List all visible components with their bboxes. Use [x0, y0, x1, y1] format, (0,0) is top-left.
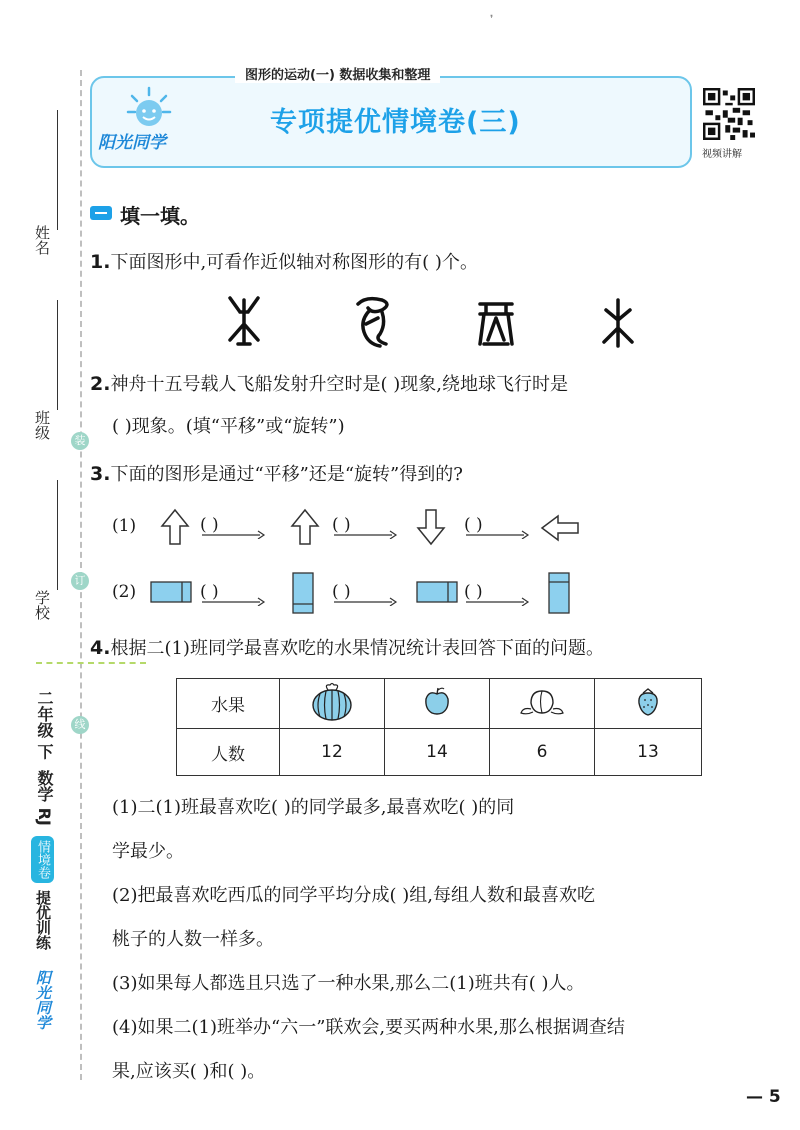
unit-topic: 图形的运动(一) 数据收集和整理 [235, 64, 440, 83]
question-4-sub-4-line-2: 果,应该买( )和( )。 [112, 1061, 266, 1082]
question-3-blank-3[interactable]: ( ) [464, 515, 483, 535]
question-3-row-2-label: (2) [112, 582, 137, 602]
ancient-character-4-icon [598, 296, 638, 350]
sidebar-series-badge: 情境卷 [31, 836, 54, 883]
school-field-line [57, 480, 58, 590]
table-cell-count: 13 [595, 729, 702, 776]
sidebar-brand: 阳光同学 [34, 970, 52, 1030]
question-2-line-1 [90, 372, 568, 397]
arrow-right-line-icon [332, 588, 398, 606]
table-row [177, 729, 702, 776]
table-cell-peach [490, 679, 595, 729]
table-cell-count: 14 [385, 729, 490, 776]
question-3-blank-6[interactable]: ( ) [464, 582, 483, 602]
question-4-sub-2-line-2: 桃子的人数一样多。 [112, 929, 274, 950]
table-row [177, 679, 702, 729]
question-3-blank-5[interactable]: ( ) [332, 582, 351, 602]
table-cell-count: 12 [280, 729, 385, 776]
rectangle-vertical-icon [548, 572, 570, 614]
sun-mascot-icon [126, 86, 172, 128]
name-field-line [57, 110, 58, 230]
ancient-character-1-icon [224, 294, 264, 348]
scan-speck: ❜ [490, 14, 494, 25]
question-1-text: 下面图形中,可看作近似轴对称图形的有( )个。 [110, 252, 478, 273]
binding-badge-ding: 订 [71, 572, 89, 590]
apple-icon [421, 685, 453, 717]
arrow-left-outline-icon [540, 514, 580, 542]
table-cell-watermelon [280, 679, 385, 729]
question-3-blank-1[interactable]: ( ) [200, 515, 219, 535]
arrow-right-line-icon [332, 521, 398, 539]
sidebar-book-title: 二年级 下 [35, 690, 54, 760]
question-3-text: 下面的图形是通过“平移”还是“旋转”得到的? [110, 464, 463, 485]
rectangle-horizontal-icon [150, 581, 192, 603]
question-2-number: 2. [90, 373, 111, 395]
arrow-down-outline-icon [416, 508, 446, 546]
question-4 [90, 636, 604, 661]
question-4-sub-3: (3)如果每人都选且只选了一种水果,那么二(1)班共有( )人。 [112, 973, 585, 994]
page-number: — 5 [746, 1087, 781, 1107]
question-3-number: 3. [90, 463, 111, 485]
arrow-up-outline-icon [290, 508, 320, 546]
binding-badge-zhuang: 装 [71, 432, 89, 450]
question-2-text-1: 神舟十五号载人飞船发射升空时是( )现象,绕地球飞行时是 [110, 374, 568, 395]
peach-icon [519, 685, 565, 717]
table-cell-count: 6 [490, 729, 595, 776]
question-4-sub-1-line-1: (1)二(1)班最喜欢吃( )的同学最多,最喜欢吃( )的同 [112, 797, 515, 818]
question-2-line-2: ( )现象。(填“平移”或“旋转”) [112, 416, 345, 437]
rectangle-horizontal-icon [416, 581, 458, 603]
binding-badge-xian: 线 [71, 716, 89, 734]
question-4-number: 4. [90, 637, 111, 659]
question-1 [90, 250, 478, 275]
class-label: 班级 [33, 410, 51, 440]
name-label: 姓名 [33, 225, 51, 255]
school-label: 学校 [33, 590, 51, 620]
question-3-blank-2[interactable]: ( ) [332, 515, 351, 535]
ancient-character-3-icon [476, 298, 516, 348]
ancient-character-2-icon [352, 294, 398, 350]
sidebar-subject: 数学 RJ [35, 770, 54, 826]
table-cell-strawberry [595, 679, 702, 729]
section-title: 填一填。 [120, 204, 200, 228]
question-3 [90, 462, 463, 487]
question-4-text: 根据二(1)班同学最喜欢吃的水果情况统计表回答下面的问题。 [110, 638, 604, 659]
table-header-fruit: 水果 [177, 679, 280, 729]
fruit-survey-table [176, 678, 702, 776]
page-title: 专项提优情境卷(三) [270, 107, 521, 138]
question-4-sub-4-line-1: (4)如果二(1)班举办“六一”联欢会,要买两种水果,那么根据调查结 [112, 1017, 625, 1038]
question-1-number: 1. [90, 251, 111, 273]
question-3-blank-4[interactable]: ( ) [200, 582, 219, 602]
arrow-right-line-icon [464, 588, 530, 606]
question-4-sub-2-line-1: (2)把最喜欢吃西瓜的同学平均分成( )组,每组人数和最喜欢吃 [112, 885, 595, 906]
sidebar-training: 提优训练 [34, 890, 52, 950]
strawberry-icon [634, 685, 662, 717]
table-cell-apple [385, 679, 490, 729]
watermelon-icon [310, 680, 354, 722]
brand-logo: 阳光同学 [98, 133, 166, 153]
qr-caption: 视频讲解 [702, 149, 742, 160]
table-header-count: 人数 [177, 729, 280, 776]
arrow-right-line-icon [200, 521, 266, 539]
qr-code-icon[interactable] [703, 88, 755, 140]
rectangle-vertical-icon [292, 572, 314, 614]
arrow-up-outline-icon [160, 508, 190, 546]
question-3-row-1-label: (1) [112, 516, 137, 536]
question-4-sub-1-line-2: 学最少。 [112, 841, 184, 862]
arrow-right-line-icon [464, 521, 530, 539]
class-field-line [57, 300, 58, 410]
section-number-badge [90, 206, 112, 220]
sidebar-separator [36, 662, 146, 664]
arrow-right-line-icon [200, 588, 266, 606]
